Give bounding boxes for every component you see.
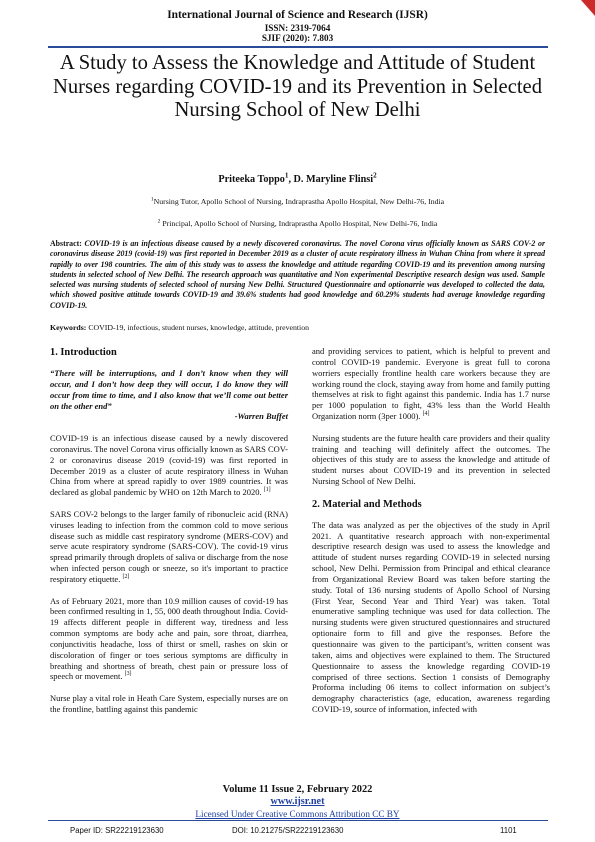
affiliation-2 [0, 219, 595, 228]
keywords-label: Keywords: [50, 323, 89, 332]
license-link[interactable]: Licensed Under Creative Commons Attribution CC BY [195, 809, 400, 819]
issn: ISSN: 2319-7064 [264, 23, 331, 33]
paper-id: Paper ID: SR22219123630 [70, 826, 164, 835]
citation-2: [2] [122, 574, 130, 581]
paper-title: A Study to Assess the Knowledge and Attitude of Student Nurses regarding COVID-19 and its Prevention in Selected Nursing School of New Delhi [53, 52, 542, 121]
methods-paragraph-1: The data was analyzed as per the objectives of the study in April 2021. A quantitative research approach with non-experimental descriptive research design was used to assess the knowledge and attitude of student nurses regarding COVID-19 in selected nursing school, New Delhi. Permission from Principal and ethical clearance from Organizational Review Board was taken before starting the study. Total of 136 nursing students of Apollo School of Nursing (First Year, Second Year and Third Year) was taken. Total enumerative sampling technique was used for data collection. The nursing students were given structured questionnaires and structured optionaire form to fill and give the responses. Before the questionnaire was given to the participant’s, written consent was taken, aims and objectives were explained to them. The Structured Questionnaire to assess the knowledge regarding COVID-19 comprised of three sections. Section 1 consists of Demography Proforma including 06 items to collect information on subject’s demography characteristics (age, education, awareness regarding COVID-19, source of information, infected with [312, 519, 550, 715]
volume-issue: Volume 11 Issue 2, February 2022 [222, 784, 373, 795]
affiliation-1-sup: 1 [150, 196, 154, 203]
intro-paragraph-4: Nurse play a vital role in Heath Care System, especially nurses are on the frontline, battling against this pandemic [50, 693, 288, 714]
journal-website-link[interactable]: www.ijsr.net [270, 796, 325, 807]
keywords-text: COVID-19, infectious, student nurses, knowledge, attitude, prevention [88, 323, 309, 332]
affiliation-1-text: Nursing Tutor, Apollo School of Nursing, Indraprastha Apollo Hospital, New Delhi-76, India [153, 197, 445, 206]
intro-paragraph-3-text: As of February 2021, more than 10.9 million causes of covid-19 has been confirmed resulting in 1, 55, 000 death throughout India. Covid-19 affects different people in different way, tiredness and less common symptoms are body ache and pain, sore throat, diarrhea, conjunctivitis headache, loss of thirst or smell, rashes on skin or discoloration of finger or toes serious symptoms are difficulty in breathing and shortness of breath, chest pain or pressure loss of speech or movement. [50, 595, 288, 682]
affiliation-2-text: Principal, Apollo School of Nursing, Indraprastha Apollo Hospital, New Delhi-76, India [160, 219, 438, 228]
intro-paragraph-1-text: COVID-19 is an infectious disease caused by a newly discovered coronavirus. The novel Corona virus officially known as SARS COV-2 or coronavirus disease 2019 (covid-19) was first reported in December 2019 as a cluster of acute respiratory illness in Wuhan China from where at spread rapidly to over 1989 countries. It was declared as global pandemic by WHO on 12th March to 2020. [50, 433, 288, 498]
section-heading-methods: 2. Material and Methods [312, 498, 422, 510]
author-2: D. Maryline Flinsi [293, 174, 374, 185]
intro-paragraph-6: Nursing students are the future health care providers and their quality training and teaching will definitely affect the outcomes. The objectives of this study are to assess the knowledge and attitude of student nurses about COVID-19 and its prevention in selected Nursing School of New Delhi. [312, 432, 550, 487]
footer-rule [48, 820, 548, 821]
sjif: SJIF (2020): 7.803 [261, 33, 334, 43]
keywords [50, 323, 545, 332]
page-corner-icon [581, 0, 595, 16]
authors [0, 171, 595, 185]
section-heading-introduction: 1. Introduction [50, 347, 117, 358]
intro-paragraph-5-text: and providing services to patient, which is helpful to prevent and control COVID-19 pandemic. Everyone is great full to corona worriers especially frontline health care workers because they are working round the clock, staying away from home and family putting themselves at risk to fight against this pandemic. India has 1.7 nurse per 1000 population to fight, 43% less than the World Health Organization norm (3per 1000). [312, 346, 550, 422]
doi: DOI: 10.21275/SR22219123630 [232, 826, 344, 835]
footer [0, 783, 595, 820]
left-column [50, 346, 288, 715]
abstract-text: COVID-19 is an infectious disease caused by a newly discovered coronavirus. The novel Corona virus officially known as SARS COV-2 or coronavirus disease 2019 (covid-19) was first reported in December 2019 as a cluster of acute respiratory illness in Wuhan China from where it spread rapidly to over 198 countries. The aim of this study was to assess the knowledge and attitude regarding COVID-19 and its prevention among nursing students in selected school of New Delhi. The research approach was quantitative and Non experimental Descriptive research design was used. Sample selected was nursing students of selected school of nursing New Delhi. Structured Questionnaire and optionarrie was developed to collected the data, which showed positive attitude towards COVID-19 and 39.6% students had good knowledge and 60.29% students had average knowledge regarding COVID-19. [50, 239, 546, 310]
author-1: Priteeka Toppo [218, 174, 285, 185]
abstract [50, 239, 545, 311]
author-separator: , [288, 174, 294, 185]
page-number: 1101 [500, 826, 517, 835]
author-1-sup: 1 [284, 171, 289, 180]
citation-1: [1] [263, 487, 271, 494]
right-column [312, 346, 550, 715]
epigraph-attribution: -Warren Buffet [234, 411, 288, 422]
intro-paragraph-2 [50, 509, 288, 585]
citation-4: [4] [422, 411, 430, 418]
intro-paragraph-1 [50, 433, 288, 498]
author-2-sup: 2 [373, 171, 377, 180]
intro-paragraph-5 [312, 346, 550, 422]
affiliation-1 [0, 197, 595, 206]
citation-3: [3] [124, 671, 132, 678]
journal-name: International Journal of Science and Research (IJSR) [167, 9, 428, 21]
epigraph-quote: “There will be interruptions, and I don’t know when they will occur, and I don’t how deep they will occur, I do know they will occur from time to time, and I also know that we’ll come out better on the other end” [50, 368, 288, 411]
header-rule [48, 46, 548, 48]
abstract-label: Abstract: [50, 239, 85, 248]
intro-paragraph-3 [50, 596, 288, 683]
intro-paragraph-2-text: SARS COV-2 belongs to the larger family of ribonucleic acid (RNA) viruses leading to infection from the common cold to move serious disease such as middle cast respiratory syndrome (MERS-COV) and serve acute respiratory syndrome (SARS-COV). The covid-19 virus spread primarily through droplets of saliva or discharge from the nose when infected person cough or sneeze, so it's important to practice respiratory etiquette. [50, 508, 288, 584]
affiliation-2-sup: 2 [157, 218, 161, 225]
